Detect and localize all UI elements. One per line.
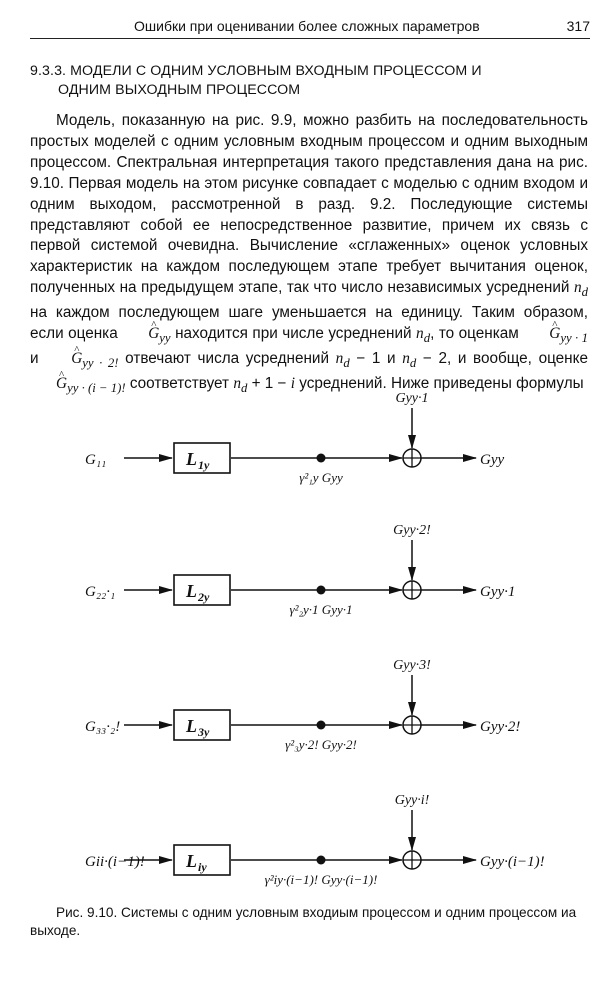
gyy-hat-symbol: ^ G (122, 324, 159, 345)
block-label-3: L (186, 716, 197, 736)
block-label-1: L (186, 449, 197, 469)
nd-symbol-5: n (233, 375, 241, 393)
gyy2-sub: yy · 2! (82, 356, 119, 371)
minus-2: − 2, и вообще, оценке (416, 350, 588, 368)
nd-symbol-3: n (335, 350, 344, 368)
nd-symbol-4: n (402, 350, 410, 368)
minus-1: − 1 и (349, 350, 403, 368)
tap-dot-1 (317, 454, 326, 463)
para-part6: отвечают числа усреднений (125, 350, 330, 368)
nd-sub-2: d (423, 331, 431, 346)
added-noise-label-2: Gyy·2! (393, 523, 431, 538)
para-part8: усреднений. Ниже приведены формулы (299, 375, 584, 393)
output-label-3: Gyy·2! (480, 719, 521, 735)
input-label-2: G₂₂·₁ (85, 584, 116, 600)
nd-symbol-2: n (416, 325, 424, 343)
para-part1: Модель, показанную на рис. 9.9, можно разбить на последовательность простых моделей с одним условным входным процессом и одним выходным процессом. Спектральная интерпретация такого представления дана на рис. 9.10. Первая модель на этом рисунке совпадает с моделью с одним входом и одним выходом, рассмотренной в разд. 9.2. Последующие системы представляют собой ее непосредственное развитие, причем их связь с первой системой очевидна. Вычисление «сглаженных» оценок условных характеристик на каждом последующем этапе требует вычитания оценок, полученных на предыдущем этапе, так что число независимых усреднений (30, 112, 588, 297)
section-heading-line1: 9.3.3. МОДЕЛИ С ОДНИМ УСЛОВНЫМ ВХОДНЫМ ПРОЦЕССОМ И (30, 63, 482, 79)
section-heading-line2: ОДНИМ ВЫХОДНЫМ ПРОЦЕССОМ (58, 82, 301, 98)
section-heading (30, 62, 570, 100)
block-sub-2: 2y (198, 590, 210, 604)
figure-caption: Рис. 9.10. Системы с одним условным входиым процессом и одним процессом иа выходе. (30, 905, 577, 938)
nd-sub-4: d (409, 356, 417, 371)
input-label-3: G₃₃·₂! (85, 719, 121, 735)
nd-sub: d (581, 285, 588, 300)
input-label-1: G₁₁ (85, 452, 107, 468)
running-head-title: Ошибки при оценивании более сложных параметров (134, 18, 480, 34)
body-paragraph (30, 111, 588, 399)
gyy1-sub: yy · 1 (560, 331, 589, 346)
block-label-2: L (186, 581, 197, 601)
output-label-2: Gyy·1 (480, 584, 516, 600)
gyyi-hat-symbol: ^ G (30, 374, 67, 395)
coherence-label-2: γ²₂y·1 Gyy·1 (289, 602, 353, 617)
i-symbol: i (290, 375, 295, 393)
output-label-4: Gyy·(i−1)! (480, 854, 545, 870)
gyy2-hat-symbol: ^ G (45, 349, 82, 370)
output-label-1: Gyy (480, 452, 505, 468)
block-sub-4: iy (198, 860, 207, 874)
added-noise-label-1: Gyy·1 (395, 391, 429, 406)
nd-sub-3: d (343, 356, 350, 371)
page-number: 317 (566, 18, 590, 34)
tap-dot-3 (317, 721, 326, 730)
nd-symbol: n (573, 279, 582, 297)
para-part3: находится при числе усреднений (175, 325, 412, 343)
input-label-4: Gii·(i−1)! (85, 854, 145, 870)
tap-dot-4 (317, 856, 326, 865)
para-part2: на каждом последующем шаге уменьшается на единицу. Таким образом, если оценка (30, 304, 588, 343)
gyy-sub: yy (159, 331, 171, 346)
block-diagram (0, 380, 614, 900)
para-part5: и (30, 350, 39, 368)
para-part7: соответствует (129, 375, 230, 393)
coherence-label-4: γ²iy·(i−1)! Gyy·(i−1)! (264, 872, 378, 887)
nd-sub-5: d (240, 381, 248, 396)
tap-dot-2 (317, 586, 326, 595)
added-noise-label-3: Gyy·3! (393, 658, 431, 673)
coherence-label-3: γ²₃y·2! Gyy·2! (285, 737, 357, 752)
block-label-4: L (186, 851, 197, 871)
coherence-label-1: γ²₁y Gyy (299, 470, 343, 485)
plus-term: + 1 − (247, 375, 291, 393)
block-sub-1: 1y (198, 458, 210, 472)
block-sub-3: 3y (198, 725, 210, 739)
added-noise-label-4: Gyy·i! (394, 793, 430, 808)
running-head (30, 18, 590, 39)
gyyi-sub: yy · (i − 1)! (67, 381, 126, 396)
gyy1-hat-symbol: ^ G (523, 324, 560, 345)
para-part4: , то оценкам (430, 325, 519, 343)
